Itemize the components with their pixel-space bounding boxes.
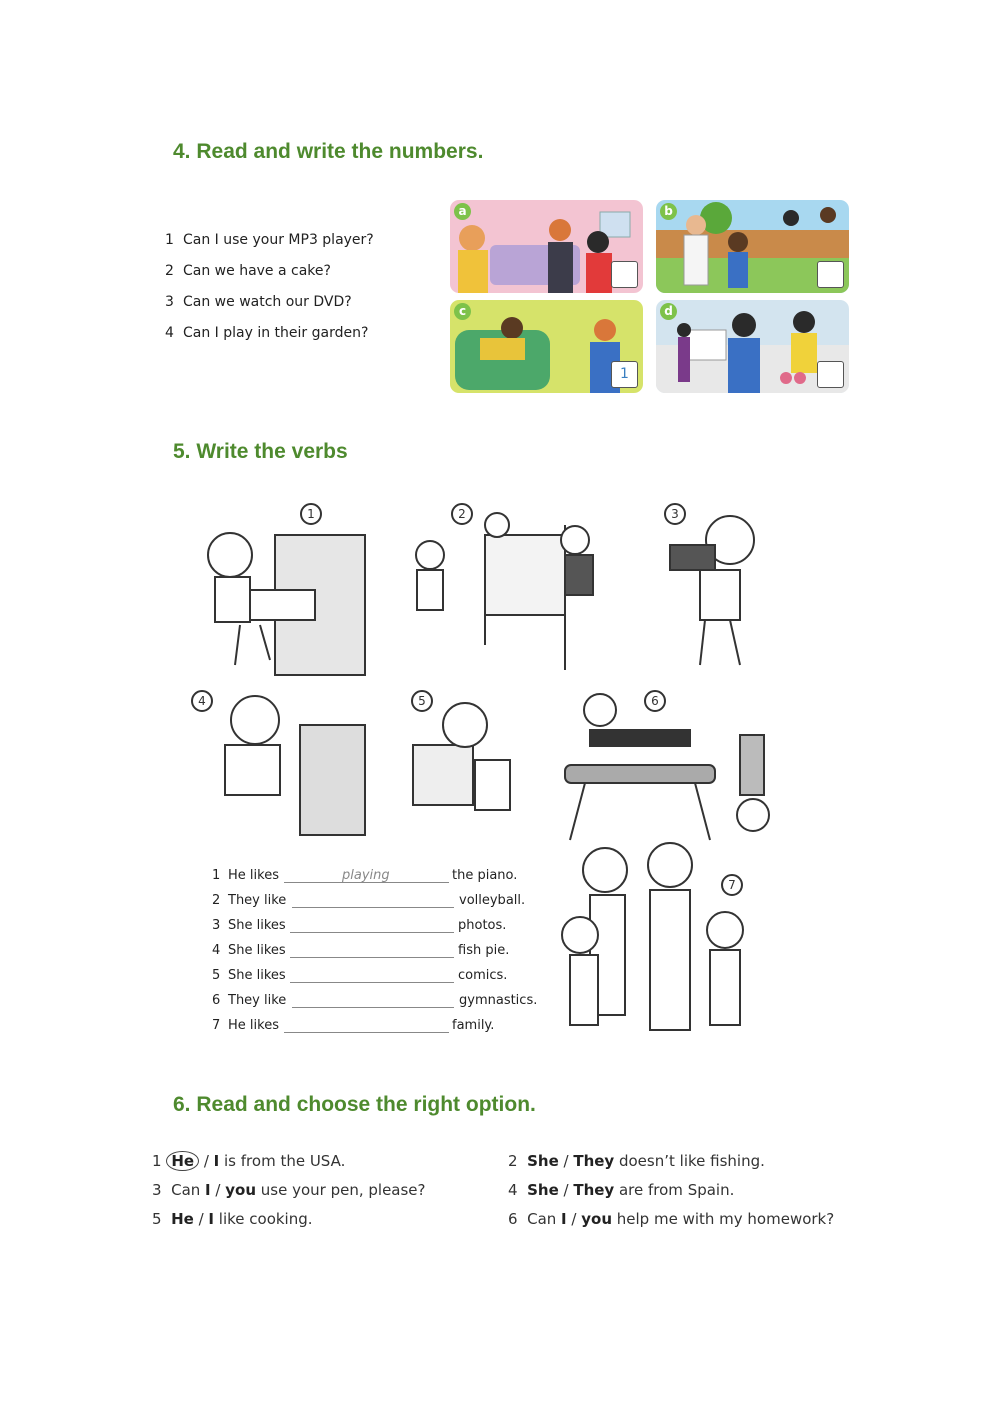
answer-blank-5[interactable]	[290, 968, 454, 983]
option-item-2: 2 She / They doesn’t like fishing.	[508, 1152, 765, 1170]
line-number: 2	[212, 893, 221, 908]
line-tail: gymnastics.	[459, 993, 538, 1008]
line-subject: He likes	[228, 868, 279, 883]
line-tail: comics.	[458, 968, 508, 983]
picture-number-5: 5	[418, 694, 426, 708]
picture-number-7: 7	[728, 878, 736, 892]
card-c-letter: c	[454, 303, 471, 320]
line-subject: He likes	[228, 1018, 279, 1033]
picture-number-2: 2	[458, 507, 466, 521]
line-tail: family.	[452, 1018, 495, 1033]
option-item-1: 1 He / I is from the USA.	[152, 1152, 346, 1170]
picture-card-c	[450, 300, 643, 393]
verb-line-5	[212, 968, 552, 986]
card-a-letter: a	[454, 203, 471, 220]
card-b-answer-box[interactable]	[817, 261, 844, 288]
verb-line-1	[212, 868, 552, 886]
option-1-a[interactable]: He	[171, 1152, 195, 1170]
line-subject: She likes	[228, 918, 286, 933]
line-subject: They like	[228, 993, 287, 1008]
card-a-answer-box[interactable]	[611, 261, 638, 288]
option-6-a[interactable]: I	[561, 1210, 567, 1228]
option-5-b[interactable]: I	[208, 1210, 215, 1228]
line-tail: fish pie.	[458, 943, 510, 958]
line-number: 4	[212, 943, 221, 958]
picture-card-b	[656, 200, 849, 293]
section-5-heading: 5. Write the verbs	[173, 440, 348, 463]
question-2: 2 Can we have a cake?	[165, 263, 331, 279]
answer-blank-4[interactable]	[290, 943, 454, 958]
line-number: 6	[212, 993, 221, 1008]
section-4-heading: 4. Read and write the numbers.	[173, 140, 484, 163]
section-6-heading: 6. Read and choose the right option.	[173, 1093, 536, 1116]
answer-blank-7[interactable]	[284, 1018, 449, 1033]
option-2-a[interactable]: She	[527, 1152, 559, 1170]
option-2-b[interactable]: They	[573, 1152, 615, 1170]
verb-line-3	[212, 918, 552, 936]
option-6-b[interactable]: you	[581, 1210, 612, 1228]
picture-card-d	[656, 300, 849, 393]
card-c-answer-box[interactable]: 1	[611, 361, 638, 388]
question-3: 3 Can we watch our DVD?	[165, 294, 352, 310]
card-d-letter: d	[660, 303, 677, 320]
picture-number-4: 4	[198, 694, 206, 708]
line-number: 7	[212, 1018, 221, 1033]
option-5-a[interactable]: He	[171, 1210, 194, 1228]
card-d-answer-box[interactable]	[817, 361, 844, 388]
line-number: 5	[212, 968, 221, 983]
question-4: 4 Can I play in their garden?	[165, 325, 369, 341]
option-3-a[interactable]: I	[205, 1181, 211, 1199]
line-subject: She likes	[228, 968, 286, 983]
option-1-b[interactable]: I	[213, 1152, 220, 1170]
verb-line-2	[212, 893, 552, 911]
option-4-a[interactable]: She	[527, 1181, 559, 1199]
option-item-5: 5 He / I like cooking.	[152, 1210, 313, 1228]
answer-text-1: playing	[342, 868, 390, 883]
verb-line-7	[212, 1018, 552, 1036]
answer-blank-2[interactable]	[292, 893, 454, 908]
verbs-illustration	[185, 495, 815, 1050]
card-b-letter: b	[660, 203, 677, 220]
line-subject: They like	[228, 893, 287, 908]
picture-number-6: 6	[651, 694, 659, 708]
line-tail: the piano.	[452, 868, 518, 883]
verb-line-4	[212, 943, 552, 961]
line-tail: volleyball.	[459, 893, 526, 908]
option-item-6: 6 Can I / you help me with my homework?	[508, 1210, 835, 1228]
line-subject: She likes	[228, 943, 286, 958]
line-number: 1	[212, 868, 221, 883]
line-tail: photos.	[458, 918, 507, 933]
answer-blank-3[interactable]	[290, 918, 454, 933]
picture-number-3: 3	[671, 507, 679, 521]
answer-blank-6[interactable]	[292, 993, 454, 1008]
question-1: 1 Can I use your MP3 player?	[165, 232, 374, 248]
option-3-b[interactable]: you	[225, 1181, 256, 1199]
option-item-4: 4 She / They are from Spain.	[508, 1181, 735, 1199]
picture-number-1: 1	[307, 507, 315, 521]
line-number: 3	[212, 918, 221, 933]
verb-line-6	[212, 993, 552, 1011]
picture-card-a	[450, 200, 643, 293]
option-item-3: 3 Can I / you use your pen, please?	[152, 1181, 426, 1199]
option-4-b[interactable]: They	[573, 1181, 615, 1199]
